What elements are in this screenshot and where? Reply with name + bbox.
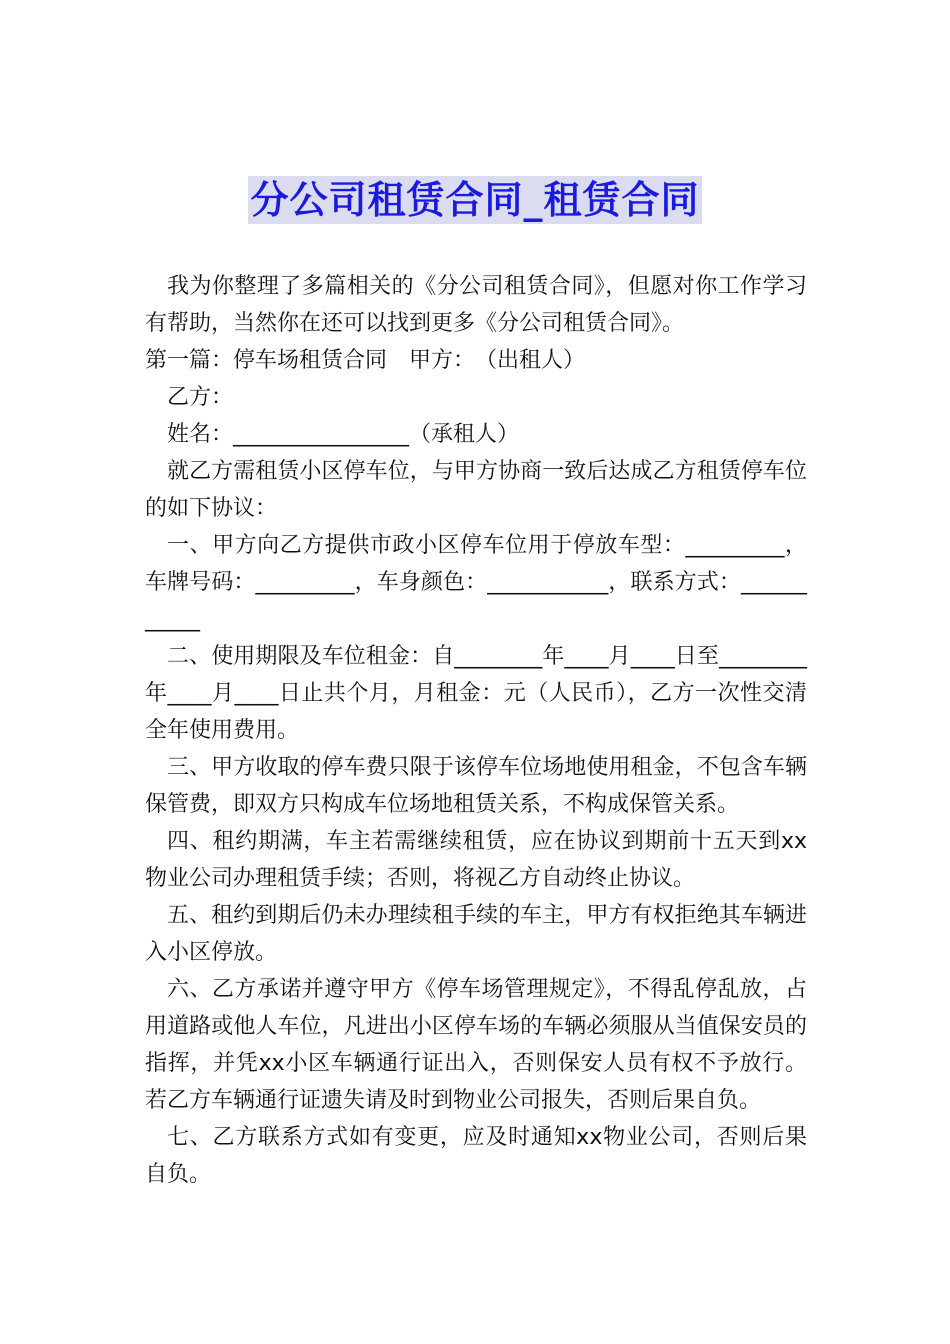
clause-4: 四、租约期满，车主若需继续租赁，应在协议到期前十五天到xx物业公司办理租赁手续；否则，将视乙方自动终止协议。 [145,829,807,891]
part-heading: 第一篇：停车场租赁合同 甲方： （出租人） [145,348,586,373]
party-b-line: 乙方： [167,385,234,410]
document-title: 分公司租赁合同_租赁合同 [250,178,700,222]
title-block [0,176,950,224]
clause-5: 五、租约到期后仍未办理续租手续的车主，甲方有权拒绝其车辆进入小区停放。 [145,903,807,965]
clause-2: 二、使用期限及车位租金：自________年____月____日至________年____月____日止共个月，月租金：元（人民币），乙方一次性交清全年使用费用。 [145,644,807,743]
clause-6: 六、乙方承诺并遵守甲方《停车场管理规定》，不得乱停乱放，占用道路或他人车位，凡进出小区停车场的车辆必须服从当值保安员的指挥，并凭xx小区车辆通行证出入，否则保安人员有权不予放行。若乙方车辆通行证遗失请及时到物业公司报失，否则后果自负。 [145,977,807,1113]
preamble-paragraph: 就乙方需租赁小区停车位，与甲方协商一致后达成乙方租赁停车位的如下协议： [145,459,807,521]
clause-7: 七、乙方联系方式如有变更，应及时通知xx物业公司，否则后果自负。 [145,1125,807,1187]
document-body [145,268,807,1193]
clause-3: 三、甲方收取的停车费只限于该停车位场地使用租金，不包含车辆保管费，即双方只构成车位场地租赁关系，不构成保管关系。 [145,755,807,817]
name-line: 姓名：________________（承租人） [167,422,520,447]
clause-1: 一、甲方向乙方提供市政小区停车位用于停放车型：_________，车牌号码：_________，车身颜色：___________，联系方式：___________ [145,533,807,632]
intro-paragraph: 我为你整理了多篇相关的《分公司租赁合同》，但愿对你工作学习有帮助，当然你在还可以找到更多《分公司租赁合同》。 [145,274,807,336]
